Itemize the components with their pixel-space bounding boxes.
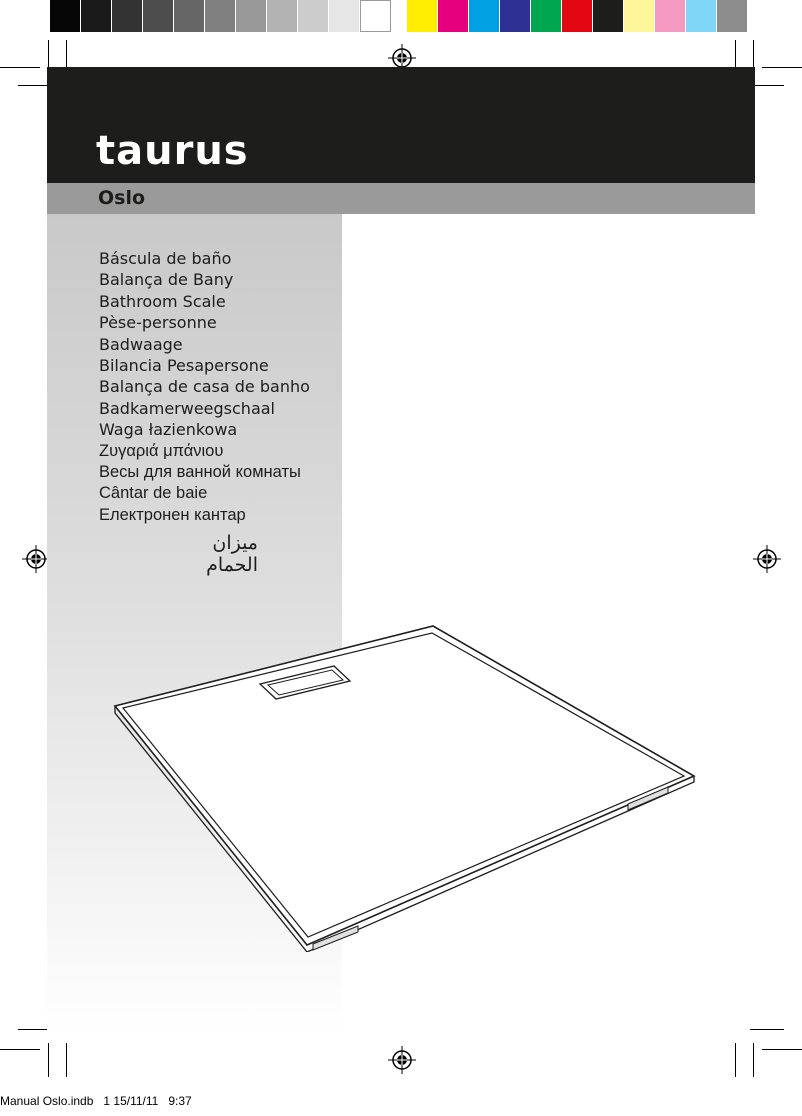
- registration-mark-icon: [22, 545, 50, 573]
- product-title: Bathroom Scale: [99, 291, 226, 311]
- swatch: [298, 0, 329, 32]
- product-title: Badkamerweegschaal: [99, 398, 275, 418]
- product-title: Pèse-personne: [99, 313, 217, 333]
- crop-mark: [48, 1043, 49, 1077]
- swatch: [593, 0, 624, 32]
- product-title: Bilancia Pesapersone: [99, 355, 269, 375]
- crop-mark: [0, 67, 40, 68]
- swatch: [562, 0, 593, 32]
- swatch: [236, 0, 267, 32]
- model-name: Oslo: [98, 187, 146, 209]
- swatch: [686, 0, 717, 32]
- crop-mark: [750, 1029, 784, 1030]
- product-title: Badwaage: [99, 334, 183, 354]
- swatch: [174, 0, 205, 32]
- crop-mark: [762, 67, 802, 68]
- crop-mark: [66, 1043, 67, 1077]
- grayscale-color-bar: [50, 0, 391, 32]
- product-title: Báscula de baño: [99, 249, 232, 268]
- product-title: Ζυγαριά μπάνιου: [99, 441, 224, 460]
- swatch: [267, 0, 298, 32]
- product-title: Waga łazienkowa: [99, 420, 238, 440]
- swatch: [469, 0, 500, 32]
- crop-mark: [735, 1043, 736, 1077]
- product-title: Весы для ванной комнаты: [99, 462, 301, 481]
- swatch: [50, 0, 81, 32]
- product-title: Електронен кантар: [99, 505, 246, 524]
- print-slug: Manual Oslo.indb 1 15/11/11 9:37: [0, 1094, 192, 1108]
- registration-mark-icon: [388, 1046, 416, 1074]
- crop-mark: [753, 1043, 754, 1077]
- product-title: Cântar de baie: [99, 484, 208, 503]
- swatch: [407, 0, 438, 32]
- product-title: Balança de Bany: [99, 270, 234, 290]
- swatch: [655, 0, 686, 32]
- process-color-bar: [407, 0, 748, 32]
- swatch: [112, 0, 143, 32]
- swatch: [531, 0, 562, 32]
- product-title-list: [99, 248, 310, 526]
- swatch: [81, 0, 112, 32]
- swatch: [500, 0, 531, 32]
- swatch: [717, 0, 748, 32]
- swatch: [624, 0, 655, 32]
- swatch: [205, 0, 236, 32]
- swatch: [360, 0, 391, 32]
- crop-mark: [762, 1049, 802, 1050]
- crop-mark: [750, 85, 784, 86]
- product-title: Balança de casa de banho: [99, 377, 310, 397]
- swatch: [329, 0, 360, 32]
- brand-logo: taurus: [96, 128, 249, 174]
- swatch: [438, 0, 469, 32]
- registration-mark-icon: [753, 545, 781, 573]
- bathroom-scale-illustration: [108, 622, 702, 952]
- swatch: [143, 0, 174, 32]
- product-title-arabic: ميزان الحمام: [206, 532, 258, 576]
- model-band: [47, 183, 755, 214]
- crop-mark: [0, 1049, 40, 1050]
